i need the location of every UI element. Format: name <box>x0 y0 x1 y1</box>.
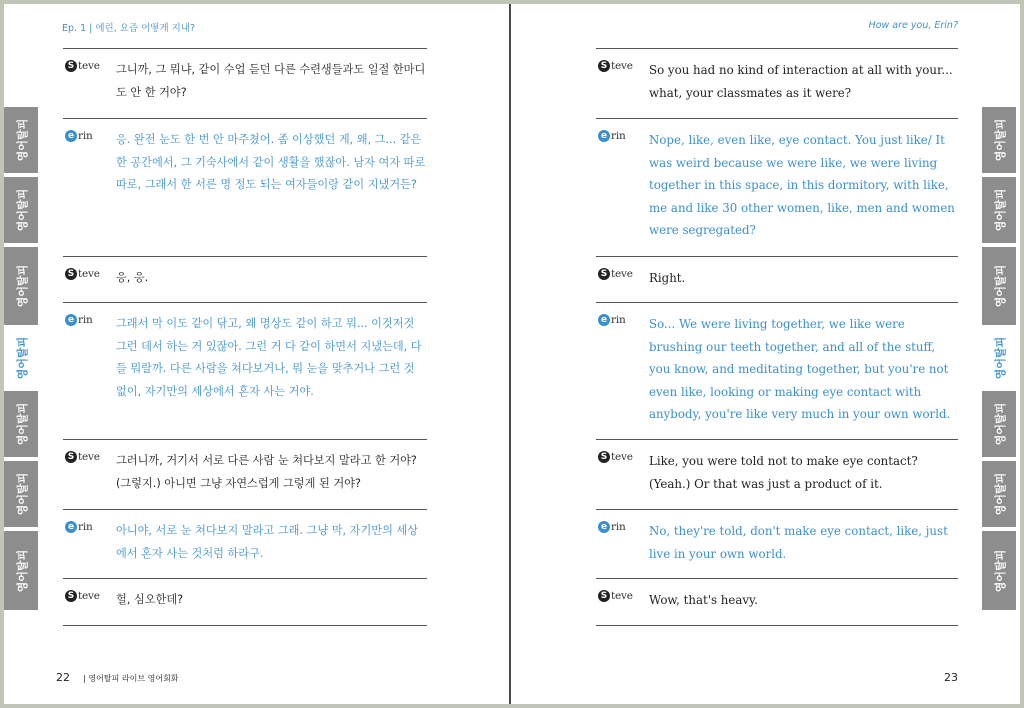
side-tab[interactable] <box>982 177 1016 243</box>
side-tab[interactable] <box>982 247 1016 325</box>
page-number-left: 22 <box>56 671 70 684</box>
dialogue-row <box>63 118 427 257</box>
side-tab-label: 영어탈피 <box>16 549 29 592</box>
speaker-initial-badge: e <box>65 521 77 533</box>
speaker-label <box>65 314 93 326</box>
side-tab[interactable] <box>982 107 1016 173</box>
side-tab-label: 영어탈피 <box>16 336 29 380</box>
speaker-initial-badge: e <box>598 314 610 326</box>
dialogue-text: 헐, 심오한데? <box>116 593 184 606</box>
side-tab-label: 영어탈피 <box>16 402 29 446</box>
side-tab[interactable] <box>4 177 38 243</box>
speaker-label <box>598 130 626 142</box>
speaker-initial-badge: S <box>65 60 77 72</box>
speaker-initial-badge: S <box>598 590 610 602</box>
right-page-header: How are you, Erin? <box>868 20 958 31</box>
speaker-initial-badge: S <box>65 451 77 463</box>
side-tab[interactable] <box>982 531 1016 610</box>
speaker-label <box>598 590 633 602</box>
dialogue-text: 응, 응. <box>116 271 149 284</box>
dialogue-text: So... We were living together, we like were brushing our teeth together, and all of the stuff, you know, and meditating together, but you're not even like, looking or making eye contact with anybody, you're like very much in your own world. <box>649 317 951 422</box>
speaker-name-rest: rin <box>611 130 626 142</box>
side-tab[interactable] <box>4 247 38 325</box>
side-tab-label: 영어탈피 <box>16 264 29 308</box>
dialogue-row <box>596 256 958 303</box>
speaker-label <box>65 521 93 533</box>
book-title: | 영어탈피 라이브 영어회화 <box>83 674 179 683</box>
speaker-name-rest: teve <box>611 60 633 72</box>
side-tab-label: 영어탈피 <box>994 549 1007 592</box>
speaker-label <box>65 60 100 72</box>
speaker-initial-badge: S <box>598 60 610 72</box>
speaker-label <box>598 451 633 463</box>
dialogue-row <box>596 118 958 257</box>
dialogue-text: Wow, that's heavy. <box>649 593 758 607</box>
speaker-label <box>598 268 633 280</box>
speaker-label <box>598 60 633 72</box>
speaker-name-rest: teve <box>611 451 633 463</box>
closing-rule <box>596 625 958 626</box>
speaker-name-rest: teve <box>611 268 633 280</box>
speaker-initial-badge: S <box>65 590 77 602</box>
left-footer <box>56 671 179 684</box>
speaker-label <box>65 268 100 280</box>
dialogue-text: So you had no kind of interaction at all with your... what, your classmates as it were? <box>649 63 953 100</box>
dialogue-row <box>63 578 427 626</box>
side-tab[interactable] <box>4 329 38 387</box>
dialogue-text: 응. 완전 눈도 한 번 안 마주쳤어. 좀 이상했던 게, 왜, 그... 같은 한 공간에서, 그 기숙사에서 같이 생활을 했잖아. 남자 여자 따로 따로, 그래서 한 서른 명 정도 되는 여자들이랑 같이 지냈거든? <box>116 133 426 191</box>
dialogue-row <box>596 302 958 440</box>
side-tab-label: 영어탈피 <box>994 472 1007 516</box>
speaker-initial-badge: S <box>65 268 77 280</box>
speaker-name-rest: rin <box>78 130 93 142</box>
speaker-name-rest: teve <box>78 268 100 280</box>
side-tab-label: 영어탈피 <box>16 472 29 516</box>
speaker-label <box>65 451 100 463</box>
speaker-initial-badge: e <box>65 314 77 326</box>
dialogue-text: 그래서 막 이도 같이 닦고, 왜 명상도 같이 하고 뭐... 이것저것 그런 데서 하는 거 있잖아. 그런 거 다 같이 하면서 지냈는데, 다들 뭐랄까. 다른 사람을 쳐다보거나, 뭐 눈을 맞추거나 그런 것 없이, 자기만의 세상에서 혼자 사는 거야. <box>116 317 422 398</box>
speaker-label <box>598 521 626 533</box>
dialogue-row <box>596 578 958 626</box>
side-tab-label: 영어탈피 <box>16 118 29 162</box>
speaker-initial-badge: S <box>598 451 610 463</box>
page-number-right: 23 <box>944 671 958 684</box>
right-page <box>511 4 1020 704</box>
side-tab-label: 영어탈피 <box>16 188 29 232</box>
dialogue-row <box>596 439 958 510</box>
speaker-initial-badge: e <box>598 521 610 533</box>
left-page <box>4 4 509 704</box>
speaker-name-rest: rin <box>611 314 626 326</box>
side-tab-label: 영어탈피 <box>994 264 1007 308</box>
side-tab[interactable] <box>982 391 1016 457</box>
speaker-name-rest: rin <box>611 521 626 533</box>
speaker-name-rest: rin <box>78 521 93 533</box>
dialogue-row <box>63 48 427 119</box>
closing-rule <box>63 625 427 626</box>
dialogue-row <box>596 48 958 119</box>
speaker-initial-badge: e <box>598 130 610 142</box>
left-side-tabs <box>4 107 38 610</box>
dialogue-text: 그니까, 그 뭐냐, 같이 수업 듣던 다른 수련생들과도 일절 한마디도 안 한 거야? <box>116 63 426 99</box>
right-side-tabs <box>982 107 1016 610</box>
side-tab[interactable] <box>4 461 38 527</box>
dialogue-row <box>596 509 958 579</box>
side-tab[interactable] <box>982 461 1016 527</box>
right-footer <box>944 671 968 684</box>
dialogue-row <box>63 509 427 579</box>
dialogue-text: Right. <box>649 271 686 285</box>
speaker-name-rest: rin <box>78 314 93 326</box>
side-tab-label: 영어탈피 <box>994 336 1007 380</box>
side-tab-label: 영어탈피 <box>994 188 1007 232</box>
dialogue-row <box>63 439 427 510</box>
speaker-name-rest: teve <box>78 60 100 72</box>
dialogue-text: 아니야, 서로 눈 쳐다보지 말라고 그래. 그냥 막, 자기만의 세상에서 혼자 사는 것처럼 하라구. <box>116 524 419 560</box>
speaker-initial-badge: e <box>65 130 77 142</box>
dialogue-text: 그러니까, 거기서 서로 다른 사람 눈 쳐다보지 말라고 한 거야? (그렇지.) 아니면 그냥 자연스럽게 그렇게 된 거야? <box>116 454 417 490</box>
side-tab-label: 영어탈피 <box>994 402 1007 446</box>
side-tab[interactable] <box>4 531 38 610</box>
speaker-initial-badge: S <box>598 268 610 280</box>
speaker-label <box>65 590 100 602</box>
side-tab-label: 영어탈피 <box>994 118 1007 162</box>
speaker-label <box>598 314 626 326</box>
dialogue-text: Nope, like, even like, eye contact. You just like/ It was weird because we were like, we were living together in this space, in this dormitory, with like, me and like 30 other women, like, men and women were segregated? <box>649 133 955 238</box>
speaker-name-rest: teve <box>78 451 100 463</box>
dialogue-row <box>63 256 427 303</box>
side-tab[interactable] <box>4 107 38 173</box>
dialogue-text: No, they're told, don't make eye contact, like, just live in your own world. <box>649 524 948 561</box>
side-tab[interactable] <box>4 391 38 457</box>
speaker-name-rest: teve <box>78 590 100 602</box>
speaker-label <box>65 130 93 142</box>
speaker-name-rest: teve <box>611 590 633 602</box>
left-page-header: Ep. 1 | 에린, 요즘 어떻게 지내? <box>62 23 196 34</box>
dialogue-row <box>63 302 427 440</box>
dialogue-text: Like, you were told not to make eye contact? (Yeah.) Or that was just a product of it. <box>649 454 918 491</box>
side-tab[interactable] <box>982 329 1016 387</box>
